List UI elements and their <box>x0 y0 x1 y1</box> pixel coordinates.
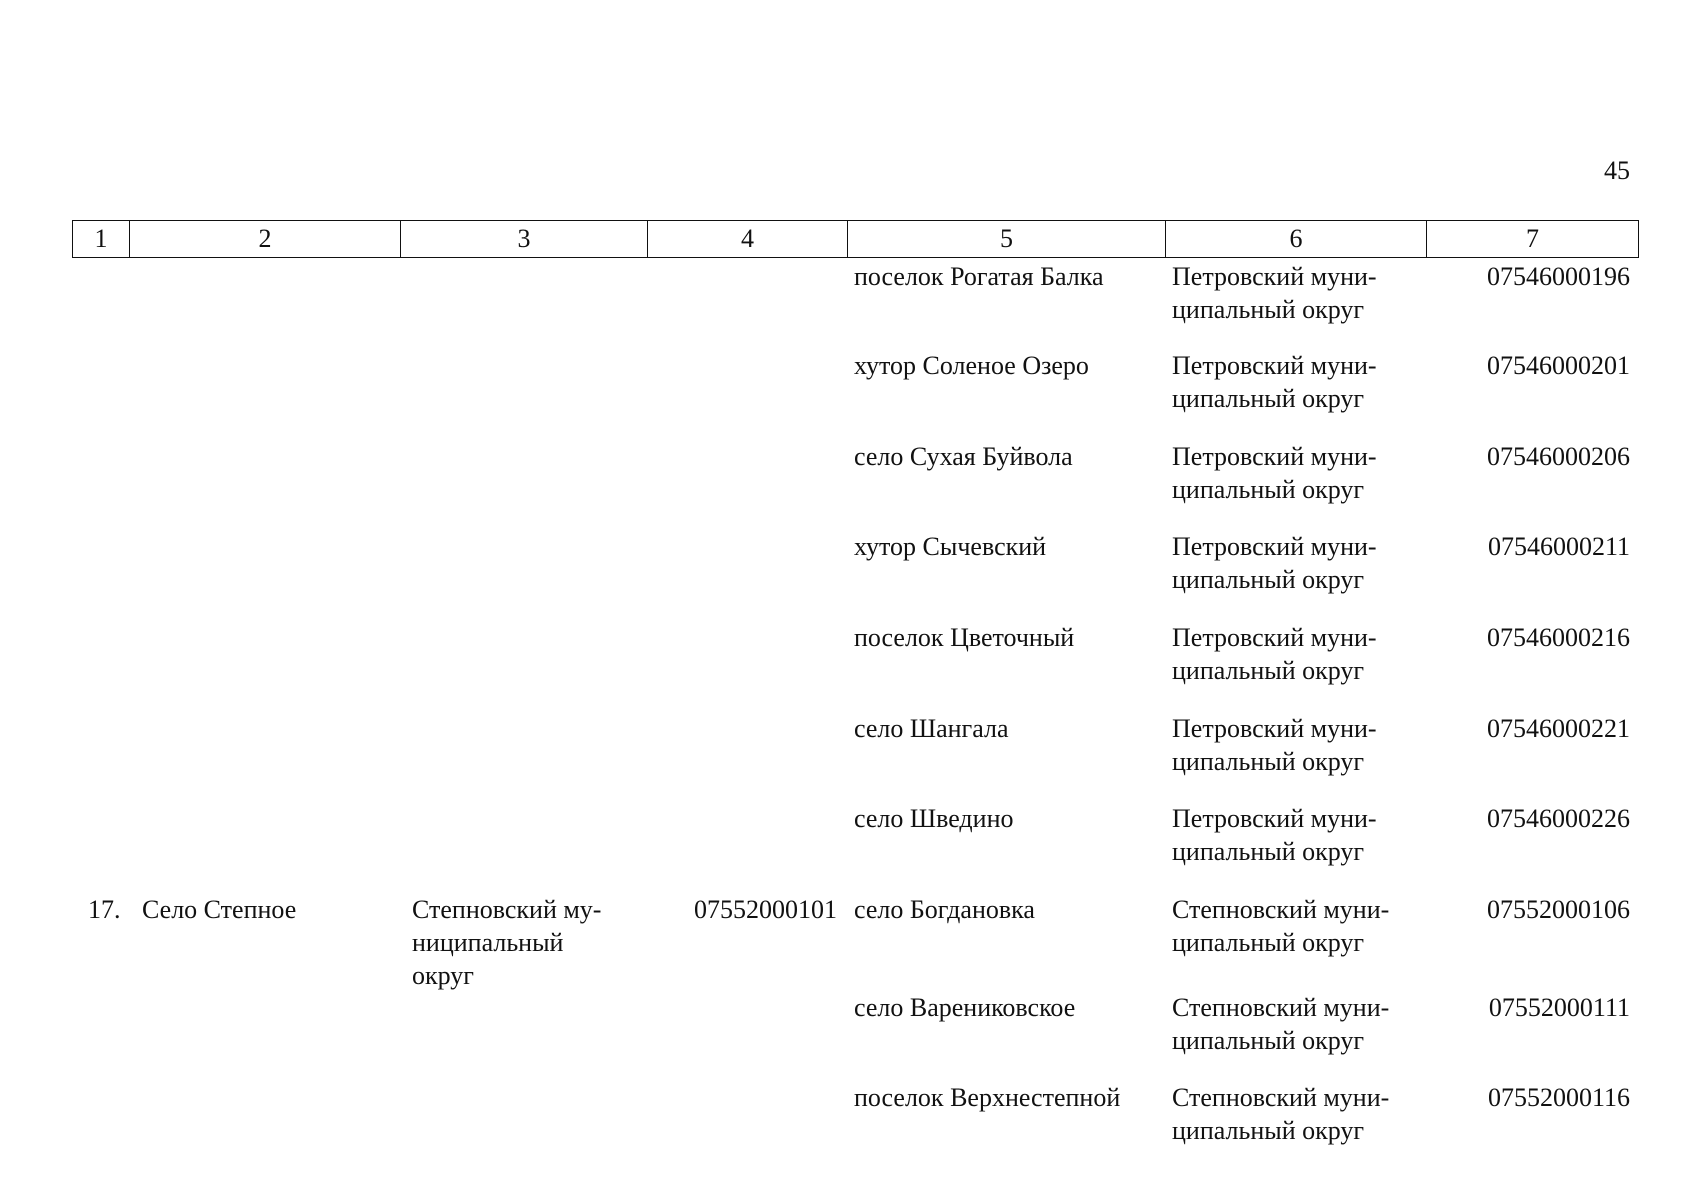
locality-name: хутор Соленое Озеро <box>854 351 1089 380</box>
district-line: Петровский муни- <box>1172 804 1377 833</box>
district-line: Петровский муни- <box>1172 351 1377 380</box>
municipality-word: Степновский му- <box>412 895 602 924</box>
column-header-1: 1 <box>73 221 130 258</box>
district-line: ципальный округ <box>1172 1116 1365 1145</box>
locality-name: село Шведино <box>854 804 1014 833</box>
district-line: Степновский муни- <box>1172 993 1390 1022</box>
column-header-4: 4 <box>648 221 848 258</box>
locality-name: хутор Сычевский <box>854 532 1047 561</box>
locality-name: село Сухая Буйвола <box>854 442 1073 471</box>
district-line: ципальный округ <box>1172 475 1365 504</box>
locality-name: село Шангала <box>854 714 1009 743</box>
locality-name: село Богдановка <box>854 895 1035 924</box>
district-name <box>1172 802 1422 868</box>
municipality-name <box>412 893 644 992</box>
district-line: Степновский муни- <box>1172 1083 1390 1112</box>
district-line: ципальный округ <box>1172 656 1365 685</box>
district-line: Петровский муни- <box>1172 442 1377 471</box>
district-line: ципальный округ <box>1172 747 1365 776</box>
district-line: ципальный округ <box>1172 928 1365 957</box>
locality-name: поселок Верхнестепной <box>854 1083 1121 1112</box>
district-name <box>1172 893 1422 959</box>
municipality-line: округ <box>412 961 474 990</box>
locality-code: 07546000221 <box>1487 714 1630 743</box>
district-name <box>1172 621 1422 687</box>
district-line: ципальный округ <box>1172 1026 1365 1055</box>
district-name <box>1172 440 1422 506</box>
locality-code: 07546000196 <box>1487 262 1630 291</box>
locality-code: 07546000211 <box>1487 532 1630 561</box>
locality-name: поселок Рогатая Балка <box>854 262 1104 291</box>
locality-code: 07546000226 <box>1487 804 1630 833</box>
district-line: Петровский муни- <box>1172 623 1377 652</box>
district-name <box>1172 712 1422 778</box>
column-header-6: 6 <box>1166 221 1427 258</box>
locality-code: 07552000106 <box>1487 895 1630 924</box>
district-line: Степновский муни- <box>1172 895 1390 924</box>
locality-name: поселок Цветочный <box>854 623 1075 652</box>
municipality-line <box>412 893 644 926</box>
district-line: ципальный округ <box>1172 837 1365 866</box>
municipality-code: 07552000101 <box>694 895 837 924</box>
district-line: Петровский муни- <box>1172 262 1377 291</box>
column-header-5: 5 <box>848 221 1166 258</box>
column-header-3: 3 <box>401 221 648 258</box>
district-name <box>1172 991 1422 1057</box>
district-line: ципальный округ <box>1172 295 1365 324</box>
locality-code: 07546000206 <box>1487 442 1630 471</box>
district-line: Петровский муни- <box>1172 532 1377 561</box>
locality-code: 07546000201 <box>1487 351 1630 380</box>
district-line: ципальный округ <box>1172 384 1365 413</box>
column-header-7: 7 <box>1427 221 1639 258</box>
municipality-line: ниципальный <box>412 928 564 957</box>
locality-code: 07552000116 <box>1487 1083 1630 1112</box>
district-name <box>1172 1081 1422 1147</box>
locality-code: 07546000216 <box>1487 623 1630 652</box>
district-name <box>1172 530 1422 596</box>
district-name <box>1172 349 1422 415</box>
settlement-name: Село Степное <box>142 895 297 924</box>
locality-name: село Варениковское <box>854 993 1076 1022</box>
locality-code: 07552000111 <box>1488 993 1630 1022</box>
district-line: ципальный округ <box>1172 565 1365 594</box>
row-number: 17. <box>88 895 121 924</box>
district-name <box>1172 260 1422 326</box>
page-number: 45 <box>1604 156 1630 185</box>
district-line: Петровский муни- <box>1172 714 1377 743</box>
column-header-2: 2 <box>130 221 401 258</box>
